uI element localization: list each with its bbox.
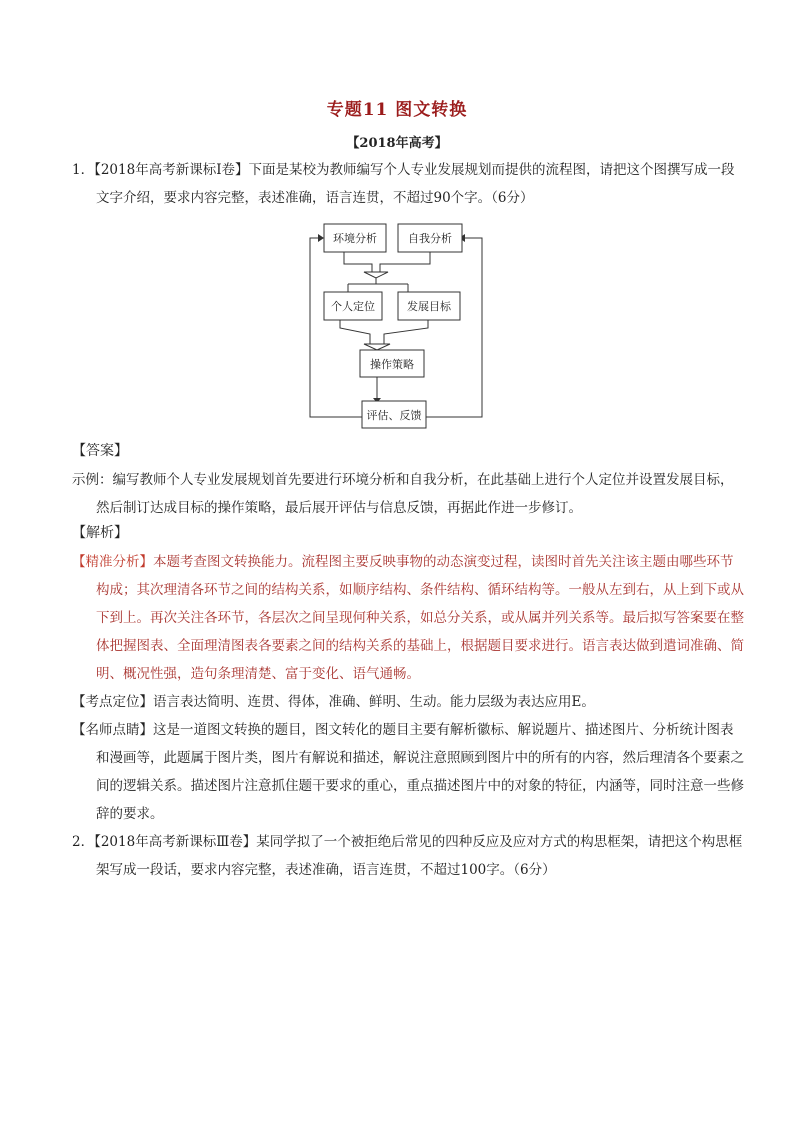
question-1: [72, 156, 746, 212]
page-title: 专题11 图文转换: [326, 100, 468, 120]
flow-label-position: 个人定位: [331, 300, 375, 313]
question-2-text: 某同学拟了一个被拒绝后常见的四种反应及应对方式的构思框架，请把这个构思框架写成一段话，要求内容完整，表述准确，语言连贯，不超过100字。（6分）: [96, 834, 743, 878]
flow-label-feedback: 评估、反馈: [366, 409, 422, 422]
question-1-source: 【2018年高考新课标Ⅰ卷】: [94, 162, 249, 178]
teacher-note: [72, 716, 746, 828]
flow-label-self: 自我分析: [408, 232, 452, 245]
exam-point-text: 语言表达简明、连贯、得体，准确、鲜明、生动。能力层级为表达应用E。: [153, 694, 595, 710]
question-2-source: 【2018年高考新课标Ⅲ卷】: [94, 834, 257, 850]
exam-point-label: 【考点定位】: [72, 694, 153, 710]
section-subtitle: 【2018年高考】: [346, 136, 448, 151]
answer-text: 示例：编写教师个人专业发展规划首先要进行环境分析和自我分析，在此基础上进行个人定位并设置发展目标，然后制订达成目标的操作策略，最后展开评估与信息反馈，再据此作进一步修订。: [72, 472, 734, 516]
question-2: [72, 828, 746, 884]
teacher-note-text: 这是一道图文转换的题目，图文转化的题目主要有解析徽标、解说题片、描述图片、分析统计图表和漫画等，此题属于图片类，图片有解说和描述，解说注意照顾到图片中的所有的内容，然后理清各个要素之间的逻辑关系。描述图片注意抓住题干要求的重心，重点描述图片中的对象的特征，内涵等，同时注意一些修辞的要求。: [96, 722, 744, 822]
analysis-label: 【解析】: [72, 525, 128, 541]
flow-label-environment: 环境分析: [333, 232, 377, 245]
question-1-text: 下面是某校为教师编写个人专业发展规划而提供的流程图，请把这个图撰写成一段文字介绍，要求内容完整，表述准确，语言连贯，不超过90个字。（6分）: [96, 162, 735, 206]
teacher-note-label: 【名师点睛】: [72, 722, 153, 738]
question-1-number: 1．: [72, 162, 95, 178]
precise-analysis-text: 本题考查图文转换能力。流程图主要反映事物的动态演变过程，读图时首先关注该主题由哪些环节构成；其次理清各环节之间的结构关系，如顺序结构、条件结构、循环结构等。一般从左到右，从上到下或从下到上。再次关注各环节，各层次之间呈现何种关系，如总分关系，或从属并列关系等。最后拟写答案要在整体把握图表、全面理清图表各要素之间的结构关系的基础上，根据题目要求进行。语言表达做到遣词准确、简明、概况性强，造句条理清楚、富于变化、语气通畅。: [96, 554, 744, 682]
exam-point: [72, 688, 746, 716]
precise-analysis: [72, 548, 746, 688]
question-2-number: 2．: [72, 834, 95, 850]
flow-label-goal: 发展目标: [407, 300, 451, 313]
precise-analysis-label: 【精准分析】: [72, 554, 153, 570]
flow-label-strategy: 操作策略: [370, 358, 414, 371]
answer-label: 【答案】: [72, 443, 128, 459]
flowchart: [302, 220, 502, 432]
